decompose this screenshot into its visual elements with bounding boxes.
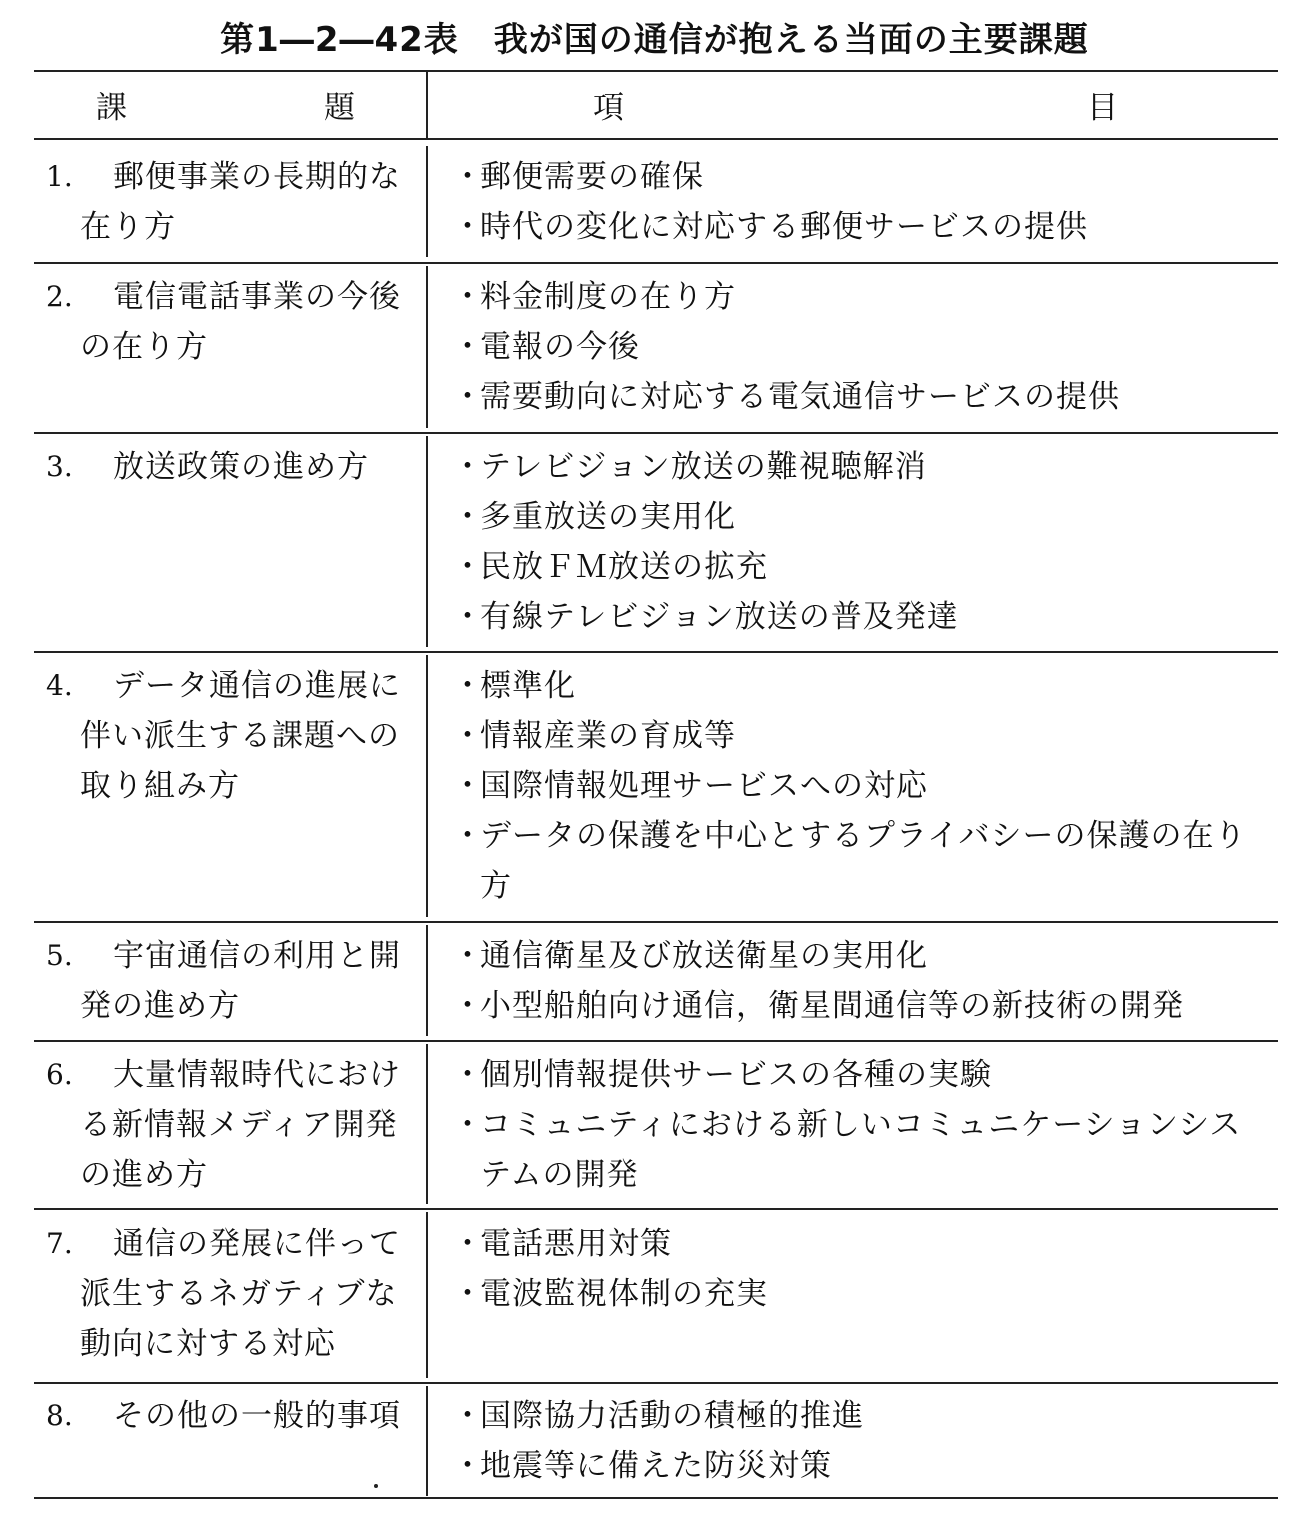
header-items-label-a: 項 xyxy=(593,90,624,126)
list-item: ・ 民放ＦＭ放送の拡充 xyxy=(452,542,1272,592)
bullet: ・ xyxy=(452,768,484,804)
row-rule xyxy=(34,651,1278,653)
row-number: 2. xyxy=(46,280,73,313)
column-divider xyxy=(426,146,428,257)
row-number: 7. xyxy=(46,1227,73,1260)
table-title: 第1―2―42表 我が国の通信が抱える当面の主要課題 xyxy=(220,20,1089,60)
row-number: 1. xyxy=(46,160,73,193)
row-rule xyxy=(34,432,1278,434)
row-rule xyxy=(34,1382,1278,1384)
column-divider xyxy=(426,1386,428,1496)
bullet: ・ xyxy=(452,668,484,704)
bullet: ・ xyxy=(452,1226,484,1262)
row-items xyxy=(452,442,1272,642)
bullet: ・ xyxy=(452,279,484,315)
header-items-label-b: 目 xyxy=(1087,90,1118,126)
stray-dot xyxy=(374,1484,378,1488)
list-item: ・ 個別情報提供サービスの各種の実験 xyxy=(452,1050,1272,1100)
row-rule xyxy=(34,921,1278,923)
column-divider xyxy=(426,1044,428,1204)
bullet: ・ xyxy=(452,379,484,415)
header-bottom-rule xyxy=(34,138,1278,140)
row-items xyxy=(452,1050,1272,1200)
list-item: ・ 小型船舶向け通信，衛星間通信等の新技術の開発 xyxy=(452,981,1272,1031)
list-item: ・ 郵便需要の確保 xyxy=(452,152,1272,202)
bullet: ・ xyxy=(452,818,484,854)
row-rule xyxy=(34,1208,1278,1210)
bullet: ・ xyxy=(452,599,484,635)
column-divider xyxy=(426,436,428,647)
bullet: ・ xyxy=(452,1276,484,1312)
column-divider xyxy=(426,925,428,1036)
bullet: ・ xyxy=(452,209,484,245)
list-item: ・ 情報産業の育成等 xyxy=(452,711,1272,761)
header-topic-label-b: 題 xyxy=(324,90,355,126)
header-column-divider xyxy=(426,72,428,138)
row-items xyxy=(452,661,1272,911)
column-divider xyxy=(426,655,428,917)
list-item: ・ 多重放送の実用化 xyxy=(452,492,1272,542)
list-item: ・ 電報の今後 xyxy=(452,322,1272,372)
row-items xyxy=(452,1219,1272,1319)
list-item: ・ 時代の変化に対応する郵便サービスの提供 xyxy=(452,202,1272,252)
list-item: ・ テレビジョン放送の難視聴解消 xyxy=(452,442,1272,492)
row-number: 6. xyxy=(46,1058,73,1091)
row-topic: その他の一般的事項 xyxy=(113,1398,401,1434)
bullet: ・ xyxy=(452,1448,484,1484)
list-item: ・ 有線テレビジョン放送の普及発達 xyxy=(452,592,1272,642)
bullet: ・ xyxy=(452,1107,484,1143)
row-rule xyxy=(34,1040,1278,1042)
column-divider xyxy=(426,1212,428,1378)
column-divider xyxy=(426,266,428,428)
row-topic: 大量情報時代における新情報メディア開発の進め方 xyxy=(80,1057,401,1193)
list-item: ・ 電波監視体制の充実 xyxy=(452,1269,1272,1319)
bullet: ・ xyxy=(452,549,484,585)
bullet: ・ xyxy=(452,1057,484,1093)
bullet: ・ xyxy=(452,159,484,195)
bullet: ・ xyxy=(452,499,484,535)
list-item: ・ 国際情報処理サービスへの対応 xyxy=(452,761,1272,811)
row-items xyxy=(452,931,1272,1031)
row-number: 4. xyxy=(46,669,73,702)
list-item: ・ 通信衛星及び放送衛星の実用化 xyxy=(452,931,1272,981)
row-topic: データ通信の進展に伴い派生する課題への取り組み方 xyxy=(80,668,401,804)
list-item: ・ データの保護を中心とするプライバシーの保護の在り方 xyxy=(452,811,1272,911)
bullet: ・ xyxy=(452,718,484,754)
bullet: ・ xyxy=(452,329,484,365)
bullet: ・ xyxy=(452,449,484,485)
row-topic: 通信の発展に伴って派生するネガティブな動向に対する対応 xyxy=(80,1226,401,1362)
row-items xyxy=(452,272,1272,422)
list-item: ・ コミュニティにおける新しいコミュニケーションシステムの開発 xyxy=(452,1100,1272,1200)
row-number: 3. xyxy=(46,450,73,483)
list-item: ・ 地震等に備えた防災対策 xyxy=(452,1441,1272,1491)
row-number: 5. xyxy=(46,939,73,972)
row-items xyxy=(452,152,1272,252)
list-item: ・ 料金制度の在り方 xyxy=(452,272,1272,322)
header-topic-label-a: 課 xyxy=(96,90,127,126)
row-items xyxy=(452,1391,1272,1491)
list-item: ・ 標準化 xyxy=(452,661,1272,711)
row-topic: 電信電話事業の今後の在り方 xyxy=(80,279,401,365)
table-top-rule xyxy=(34,70,1278,72)
table-bottom-rule xyxy=(34,1497,1278,1499)
list-item: ・ 需要動向に対応する電気通信サービスの提供 xyxy=(452,372,1272,422)
bullet: ・ xyxy=(452,938,484,974)
bullet: ・ xyxy=(452,988,484,1024)
row-rule xyxy=(34,262,1278,264)
row-number: 8. xyxy=(46,1399,73,1432)
bullet: ・ xyxy=(452,1398,484,1434)
list-item: ・ 国際協力活動の積極的推進 xyxy=(452,1391,1272,1441)
list-item: ・ 電話悪用対策 xyxy=(452,1219,1272,1269)
row-topic: 宇宙通信の利用と開発の進め方 xyxy=(80,938,401,1024)
row-topic: 郵便事業の長期的な在り方 xyxy=(80,159,401,245)
row-topic: 放送政策の進め方 xyxy=(113,449,369,485)
